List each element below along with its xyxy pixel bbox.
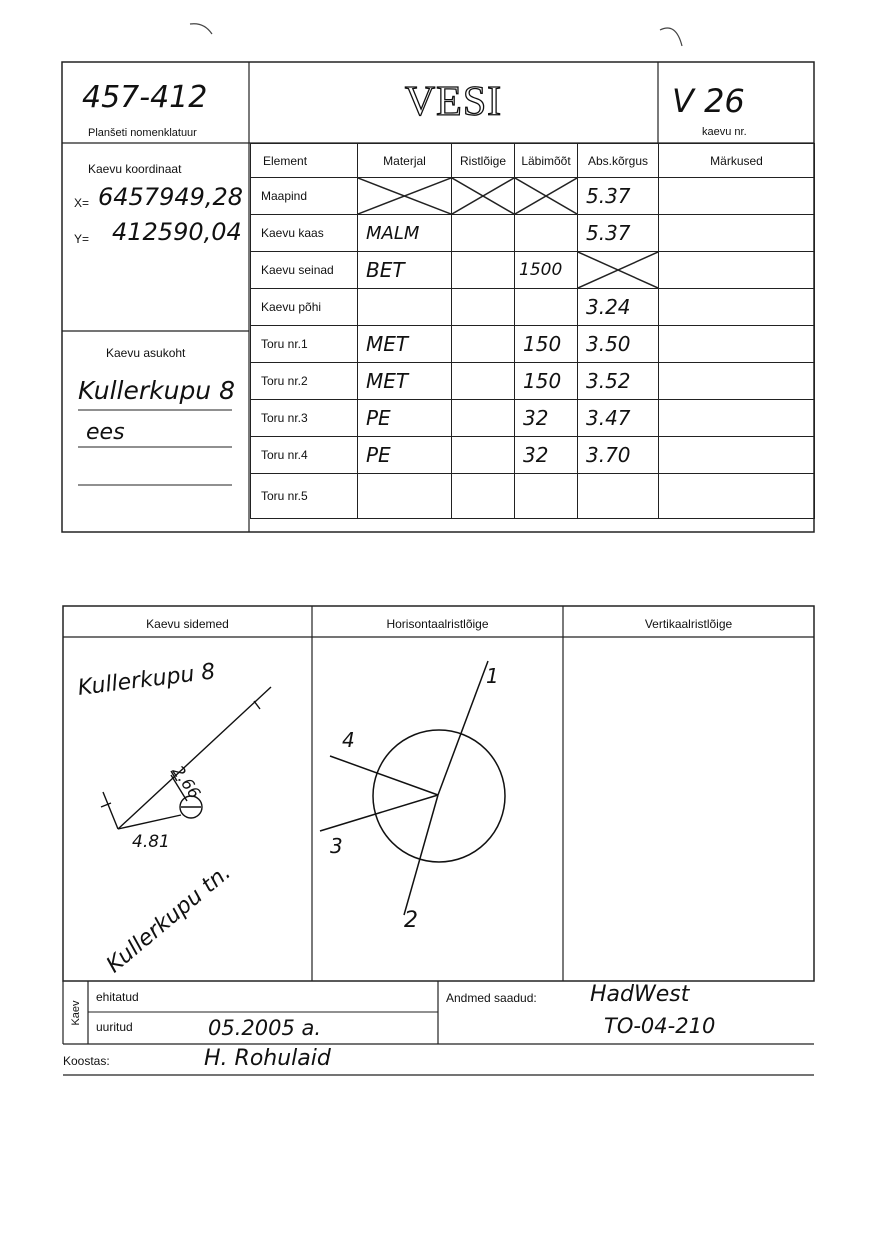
source-value-1: HadWest — [590, 982, 690, 1007]
row-element: Toru nr.5 — [251, 474, 358, 519]
surveyed-label: uuritud — [96, 1020, 133, 1034]
row-element: Toru nr.1 — [251, 326, 358, 363]
row-diameter: 1500 — [515, 252, 578, 289]
row-element: Maapind — [251, 178, 358, 215]
nomenclature-label: Planšeti nomenklatuur — [88, 127, 197, 139]
row-material: MET — [358, 363, 452, 400]
row-height: 3.52 — [578, 363, 659, 400]
row-element: Toru nr.3 — [251, 400, 358, 437]
header-abs-height: Abs.kõrgus — [578, 144, 659, 178]
header-material: Materjal — [358, 144, 452, 178]
pipe-label-1: 1 — [486, 664, 499, 688]
sketch-street-top: Kullerkupu 8 — [76, 659, 217, 701]
header-diameter: Läbimõõt — [515, 144, 578, 178]
nomenclature-value: 457-412 — [82, 80, 208, 115]
row-height: 3.70 — [578, 437, 659, 474]
location-line2: ees — [86, 420, 125, 445]
footer-side-label: Kaev — [70, 1000, 82, 1026]
row-material: PE — [358, 400, 452, 437]
pipe-label-3: 3 — [330, 834, 343, 858]
row-element: Toru nr.4 — [251, 437, 358, 474]
horizontal-section-drawing — [312, 637, 563, 981]
row-height: 3.50 — [578, 326, 659, 363]
row-diameter: 150 — [515, 363, 578, 400]
row-height: 3.47 — [578, 400, 659, 437]
compiled-value: H. Rohulaid — [204, 1046, 331, 1071]
row-height: 5.37 — [578, 178, 659, 215]
header-notes: Märkused — [659, 144, 815, 178]
y-value: 412590,04 — [112, 218, 242, 246]
pipe-label-4: 4 — [342, 728, 355, 752]
surveyed-value: 05.2005 a. — [208, 1016, 322, 1040]
row-material: MET — [358, 326, 452, 363]
well-number: V 26 — [672, 82, 745, 120]
sketch-dim-2: 4.81 — [132, 832, 170, 852]
row-height: 3.24 — [578, 289, 659, 326]
header-element: Element — [251, 144, 358, 178]
header-cross-section: Ristlõige — [452, 144, 515, 178]
row-element: Kaevu seinad — [251, 252, 358, 289]
sheet-title: VESI — [404, 79, 503, 125]
pipe-label-2: 2 — [404, 908, 418, 933]
col-header-horizontal: Horisontaalristlõige — [386, 617, 489, 631]
built-label: ehitatud — [96, 990, 139, 1004]
well-number-label: kaevu nr. — [702, 126, 747, 138]
location-label: Kaevu asukoht — [106, 346, 186, 360]
row-element: Kaevu kaas — [251, 215, 358, 252]
x-label: X= — [74, 196, 90, 210]
row-material: BET — [358, 252, 452, 289]
row-height: 5.37 — [578, 215, 659, 252]
row-material: PE — [358, 437, 452, 474]
row-material: MALM — [358, 215, 452, 252]
x-value: 6457949,28 — [98, 183, 244, 211]
source-value-2: TO-04-210 — [604, 1014, 716, 1038]
row-element: Kaevu põhi — [251, 289, 358, 326]
coords-label: Kaevu koordinaat — [88, 162, 182, 176]
sketch-street-diag: Kullerkupu tn. — [101, 860, 236, 979]
source-label: Andmed saadud: — [446, 991, 537, 1005]
row-diameter: 32 — [515, 400, 578, 437]
col-header-links: Kaevu sidemed — [146, 617, 229, 631]
col-header-vertical: Vertikaalristlõige — [644, 617, 733, 631]
row-diameter: 32 — [515, 437, 578, 474]
location-line1: Kullerkupu 8 — [78, 376, 236, 405]
sketch-dim-1: 2.66 — [168, 762, 205, 803]
y-label: Y= — [74, 232, 90, 246]
compiled-label: Koostas: — [63, 1054, 110, 1068]
row-element: Toru nr.2 — [251, 363, 358, 400]
row-diameter: 150 — [515, 326, 578, 363]
